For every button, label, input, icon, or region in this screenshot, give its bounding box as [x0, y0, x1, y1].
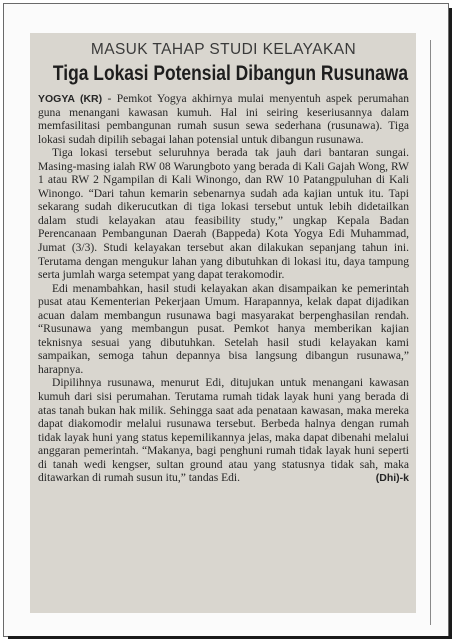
paragraph-1-text: - Pemkot Yogya akhirnya mulai menyentuh aspek perumahan guna menangani kawasan kumuh. Hal ini seiring keseriusannya dalam memfasilitasi pembangunan rumah susun sewa sederhana (rusunawa). Tiga lokasi sudah dipilih sebagai lahan potensial untuk dibangun rusunawa. — [38, 93, 409, 146]
frame-shadow-right — [449, 8, 452, 639]
author-signoff: (Dhi)-k — [375, 472, 409, 485]
paragraph-1 — [38, 93, 409, 147]
article-body — [38, 93, 409, 486]
paragraph-4 — [38, 377, 409, 485]
paragraph-2: Tiga lokasi tersebut seluruhnya berada tak jauh dari bantaran sungai. Masing-masing ialah RW 08 Warungboto yang berada di Kali Gajah Wong, RW 1 atau RW 2 Ngampilan di Kali Winongo, dan RW 10 Patangpuluhan di Kali Winongo. “Dari tahun kemarin sebenarnya sudah ada kajian untuk itu. Tapi sekarang sudah dikerucutkan di tiga lokasi tersebut untuk lebih didetailkan dalam studi kelayakan atau feasibility study,” ungkap Kepala Badan Perencanaan Pembangunan Daerah (Bappeda) Kota Yogya Edi Muhammad, Jumat (3/3). Studi kelayakan tersebut akan dilakukan sepanjang tahun ini. Terutama dengan mengukur lahan yang dibutuhkan di lokasi itu, daya tampung serta jumlah warga setempat yang dapat terakomodir. — [38, 147, 409, 282]
newspaper-clipping — [30, 33, 416, 613]
frame-shadow-bottom — [8, 636, 452, 639]
article-kicker: MASUK TAHAP STUDI KELAYAKAN — [90, 41, 357, 58]
paragraph-4-text: Dipilihnya rusunawa, menurut Edi, ditujukan untuk menangani kawasan kumuh dari sisi perumahan. Terutama rumah tidak layak huni yang berada di atas tanah bukan hak milik. Sehingga saat ada penataan kawasan, maka mereka dapat diakomodir melalui rusunawa tersebut. Berbeda halnya dengan rumah tidak layak huni yang status kepemilikannya jelas, maka dapat dibenahi melalui anggaran pemerintah. “Makanya, bagi penghuni rumah tidak layak huni seperti di tanah wedi kengser, sultan ground atau yang statusnya tidak sah, maka ditawarkan di rumah susun itu,” tandas Edi. — [38, 377, 409, 485]
paragraph-3: Edi menambahkan, hasil studi kelayakan akan disampaikan ke pemerintah pusat atau Kementerian Pekerjaan Umum. Harapannya, kelak dapat dijadikan acuan dalam membangun rusunawa bagi masyarakat berpenghasilan rendah. “Rusunawa yang membangun pusat. Pemkot hanya memberikan kajian teknisnya sesuai yang dibutuhkan. Setelah hasil studi kelayakan kami sampaikan, semoga tahun depannya bisa langsung dibangun rusunawa,” harapnya. — [38, 282, 409, 376]
margin-rule — [430, 40, 431, 625]
article-headline: Tiga Lokasi Potensial Dibangun Rusunawa — [52, 62, 409, 85]
dateline: YOGYA (KR) — [38, 93, 103, 105]
